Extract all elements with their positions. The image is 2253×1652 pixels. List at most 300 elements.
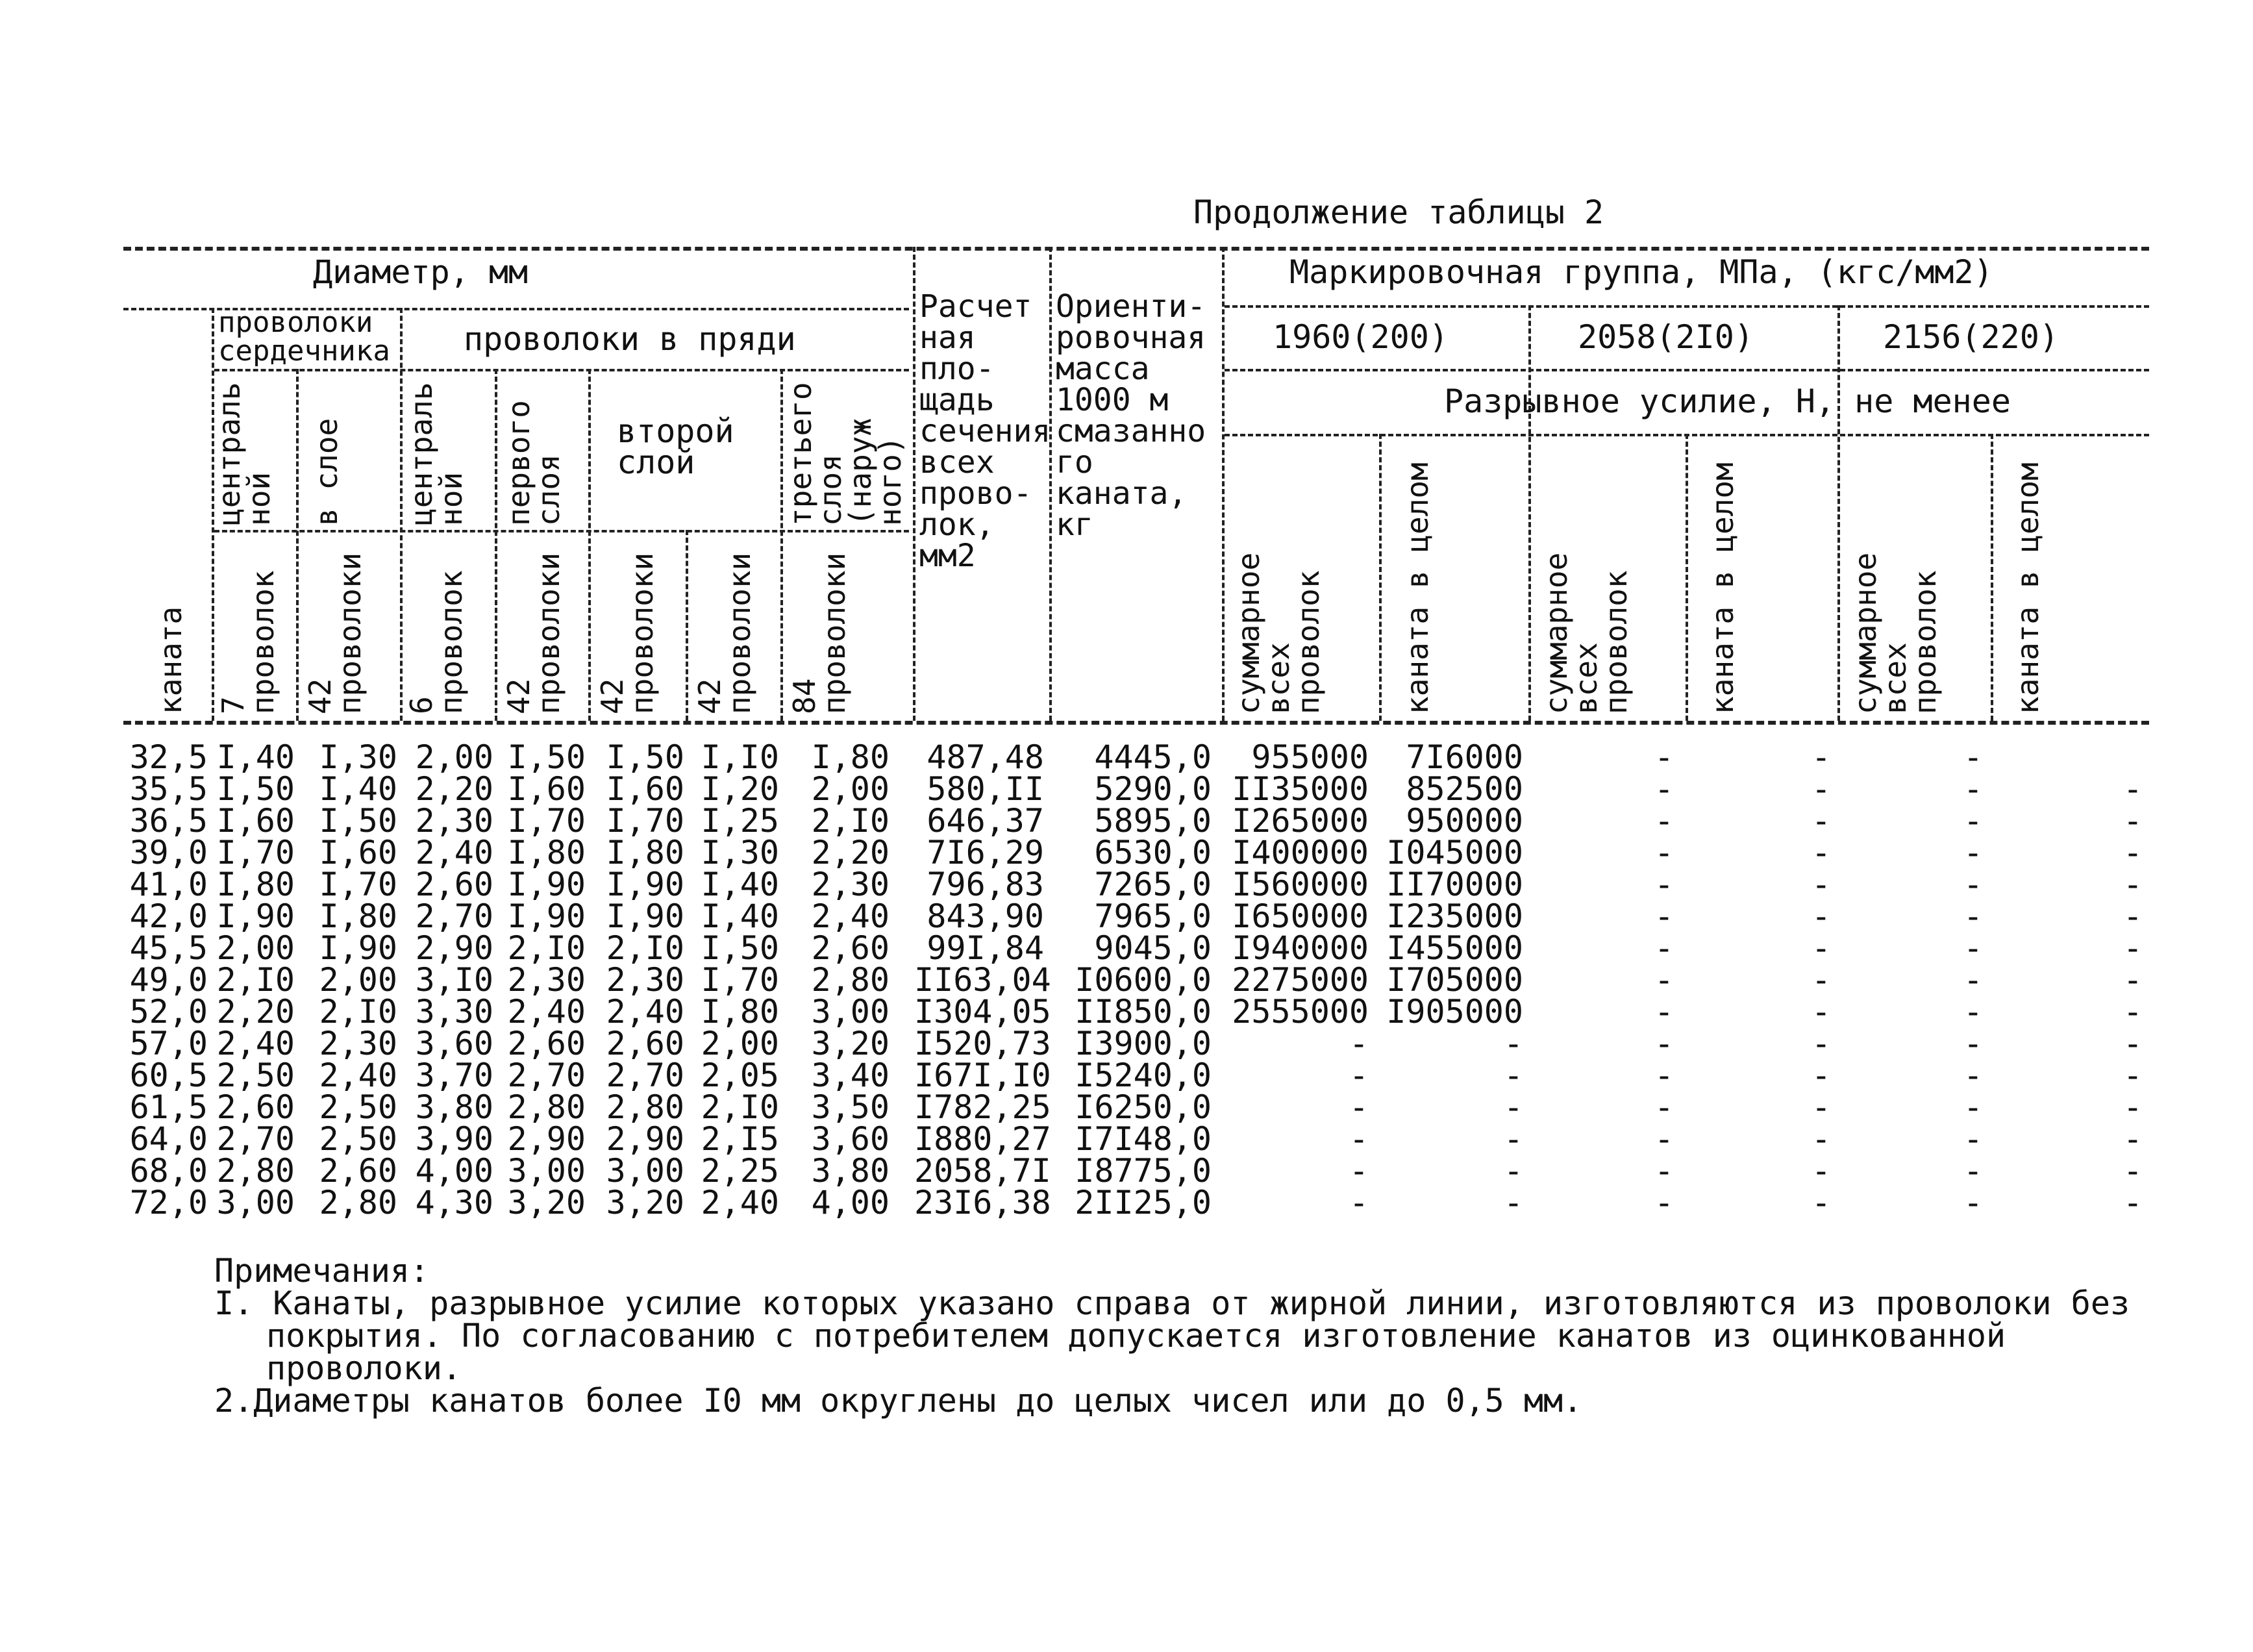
cell-g3-rope: - <box>2122 802 2143 840</box>
cell-core-central: 3,00 <box>216 1184 295 1221</box>
cell-g1-sum: I560000 <box>1232 866 1369 903</box>
rule-sub-group <box>1225 369 2149 371</box>
cell-g3-sum: - <box>1963 961 1983 999</box>
col-g2-rope <box>1688 738 1831 1221</box>
cell-strand-second-b: I,40 <box>701 866 779 903</box>
cell-strand-central: 3,80 <box>415 1088 493 1126</box>
cell-core-central: I,70 <box>216 834 295 871</box>
cell-g3-sum: - <box>1963 929 1983 967</box>
cell-rope: 52,0 <box>129 993 208 1031</box>
header-diameter: Диаметр, мм <box>313 253 529 291</box>
header-group-3: 2156(220) <box>1883 318 2059 356</box>
cell-core-central: 2,70 <box>216 1120 295 1158</box>
cell-core-layer: I,50 <box>319 802 397 840</box>
col-core-central <box>214 738 295 1221</box>
cell-core-central: I,90 <box>216 897 295 935</box>
cell-strand-central: 2,70 <box>415 897 493 935</box>
cell-core-central: 2,50 <box>216 1057 295 1094</box>
cell-g3-sum: - <box>1963 866 1983 903</box>
note-1-continued: покрытия. По согласованию с потребителем допускается изготовление канатов из оцинкованной проволоки. <box>266 1317 2026 1387</box>
cell-strand-third: 2,20 <box>811 834 890 871</box>
cell-g1-rope: - <box>1503 1025 1523 1062</box>
cell-strand-third: 2,60 <box>811 929 890 967</box>
cell-strand-first: 2,90 <box>507 1120 586 1158</box>
cell-strand-first: 3,20 <box>507 1184 586 1221</box>
cell-strand-second-b: 2,25 <box>701 1152 779 1190</box>
cell-strand-third: 3,60 <box>811 1120 890 1158</box>
cell-strand-second-b: I,70 <box>701 961 779 999</box>
rule-top <box>123 247 2149 251</box>
cell-mass: I5240,0 <box>1075 1057 1212 1094</box>
cell-rope: 39,0 <box>129 834 208 871</box>
cell-strand-third: 3,50 <box>811 1088 890 1126</box>
cell-g3-sum: - <box>1963 1057 1983 1094</box>
col-g3-sum <box>1840 738 1983 1221</box>
cell-strand-second-b: 2,05 <box>701 1057 779 1094</box>
cell-g2-sum: - <box>1654 834 1674 871</box>
cell-g3-rope: - <box>2122 961 2143 999</box>
cell-core-central: 2,80 <box>216 1152 295 1190</box>
cell-g3-rope: - <box>2122 1120 2143 1158</box>
cell-strand-central: 2,40 <box>415 834 493 871</box>
cell-strand-first: 2,60 <box>507 1025 586 1062</box>
cell-strand-second-b: I,I0 <box>701 738 779 776</box>
note-1: I. Канаты, разрывное усилие которых указано справа от жирной линии, изготовляются из проволоки без <box>214 1284 2130 1322</box>
cell-strand-second-a: I,70 <box>606 802 684 840</box>
cell-strand-second-b: 2,40 <box>701 1184 779 1221</box>
header-second-layer: второй слой <box>617 412 734 481</box>
vrule-8 <box>913 247 915 721</box>
cell-g1-sum: - <box>1349 1184 1369 1221</box>
vrule-14 <box>1837 305 1840 721</box>
cell-g3-rope <box>1993 742 2143 773</box>
cell-strand-second-a: I,90 <box>606 866 684 903</box>
header-area: Расчет ная пло- щадь сечения всех прово- лок, мм2 <box>919 288 1051 574</box>
cell-strand-third: 2,00 <box>811 770 890 808</box>
cell-rope: 41,0 <box>129 866 208 903</box>
cell-area: 23I6,38 <box>914 1184 1051 1221</box>
cell-strand-third: 4,00 <box>811 1184 890 1221</box>
cell-g1-sum: 955000 <box>1251 738 1369 776</box>
cell-strand-central: 3,60 <box>415 1025 493 1062</box>
cell-g1-rope: - <box>1503 1152 1523 1190</box>
cell-g2-rope: - <box>1811 1088 1831 1126</box>
col-strand-second-b <box>688 738 779 1221</box>
cell-mass: 5895,0 <box>1094 802 1212 840</box>
cell-strand-central: 2,60 <box>415 866 493 903</box>
cell-area: 7I6,29 <box>927 834 1044 871</box>
cell-g1-sum: - <box>1349 1057 1369 1094</box>
cell-core-layer: 2,50 <box>319 1088 397 1126</box>
cell-g2-sum: - <box>1654 1088 1674 1126</box>
cell-g3-sum: - <box>1963 897 1983 935</box>
cell-strand-central: 2,00 <box>415 738 493 776</box>
cell-mass: 4445,0 <box>1094 738 1212 776</box>
vrule-15 <box>1991 434 1993 721</box>
cell-core-layer: 2,50 <box>319 1120 397 1158</box>
cell-g3-sum: - <box>1963 802 1983 840</box>
cell-g1-rope: - <box>1503 1057 1523 1094</box>
cell-rope: 60,5 <box>129 1057 208 1094</box>
cell-g2-rope: - <box>1811 1152 1831 1190</box>
cell-strand-central: 3,70 <box>415 1057 493 1094</box>
cell-strand-first: I,50 <box>507 738 586 776</box>
cell-g2-sum: - <box>1654 993 1674 1031</box>
cell-g3-rope: - <box>2122 1088 2143 1126</box>
cell-g1-sum: - <box>1349 1152 1369 1190</box>
cell-rope: 64,0 <box>129 1120 208 1158</box>
cell-core-layer: I,90 <box>319 929 397 967</box>
cell-g2-sum: - <box>1654 897 1674 935</box>
cell-g3-rope: - <box>2122 770 2143 808</box>
vheader-g1-rope: каната в целом <box>1400 462 1435 714</box>
cell-strand-first: I,90 <box>507 897 586 935</box>
cell-strand-second-b: 2,00 <box>701 1025 779 1062</box>
cell-strand-second-a: 2,90 <box>606 1120 684 1158</box>
cell-core-central: I,50 <box>216 770 295 808</box>
vheader-g1-sum: суммарное всех проволок <box>1231 552 1326 714</box>
vheader-c5: 42 проволоки <box>595 552 660 714</box>
vrule-10 <box>1222 247 1225 721</box>
cell-strand-first: 2,30 <box>507 961 586 999</box>
cell-strand-central: 4,30 <box>415 1184 493 1221</box>
cell-strand-first: I,60 <box>507 770 586 808</box>
cell-core-layer: 2,40 <box>319 1057 397 1094</box>
cell-mass: 5290,0 <box>1094 770 1212 808</box>
cell-area: 646,37 <box>927 802 1044 840</box>
cell-rope: 36,5 <box>129 802 208 840</box>
cell-area: 843,90 <box>927 897 1044 935</box>
cell-strand-second-a: I,90 <box>606 897 684 935</box>
cell-mass: 7265,0 <box>1094 866 1212 903</box>
cell-g1-sum: I400000 <box>1232 834 1369 871</box>
cell-rope: 49,0 <box>129 961 208 999</box>
cell-g3-rope: - <box>2122 866 2143 903</box>
cell-g2-sum: - <box>1654 770 1674 808</box>
cell-g1-sum: I650000 <box>1232 897 1369 935</box>
vheader-c6: 42 проволоки <box>692 552 757 714</box>
cell-strand-third: 3,80 <box>811 1152 890 1190</box>
cell-g2-rope: - <box>1811 802 1831 840</box>
cell-core-layer: I,80 <box>319 897 397 935</box>
cell-core-central: 2,20 <box>216 993 295 1031</box>
cell-strand-second-b: I,50 <box>701 929 779 967</box>
cell-strand-central: 3,90 <box>415 1120 493 1158</box>
cell-g1-sum: - <box>1349 1120 1369 1158</box>
cell-strand-second-a: 3,00 <box>606 1152 684 1190</box>
vrule-4 <box>495 369 497 721</box>
rule-bottom <box>123 721 2149 725</box>
cell-g3-sum: - <box>1963 1120 1983 1158</box>
cell-mass: 7965,0 <box>1094 897 1212 935</box>
cell-strand-central: 4,00 <box>415 1152 493 1190</box>
vheader-rope: каната <box>153 606 188 714</box>
table-caption: Продолжение таблицы 2 <box>1193 194 1604 231</box>
cell-g3-sum: - <box>1963 834 1983 871</box>
cell-area: II63,04 <box>914 961 1051 999</box>
cell-core-layer: 2,80 <box>319 1184 397 1221</box>
cell-area: 99I,84 <box>927 929 1044 967</box>
cell-g2-sum: - <box>1654 1120 1674 1158</box>
cell-g3-sum: - <box>1963 1088 1983 1126</box>
cell-strand-second-a: 2,40 <box>606 993 684 1031</box>
cell-area: 487,48 <box>927 738 1044 776</box>
cell-mass: 9045,0 <box>1094 929 1212 967</box>
header-core-wires: проволоки сердечника <box>218 306 390 368</box>
cell-core-central: 2,60 <box>216 1088 295 1126</box>
cell-g3-rope: - <box>2122 1025 2143 1062</box>
cell-g1-sum: II35000 <box>1232 770 1369 808</box>
cell-strand-second-b: I,40 <box>701 897 779 935</box>
cell-strand-first: I,70 <box>507 802 586 840</box>
cell-strand-second-a: 2,80 <box>606 1088 684 1126</box>
cell-rope: 45,5 <box>129 929 208 967</box>
cell-core-central: I,40 <box>216 738 295 776</box>
col-strand-second-a <box>591 738 684 1221</box>
vheader-c3: 6 проволок <box>404 570 469 714</box>
cell-core-layer: I,30 <box>319 738 397 776</box>
cell-g3-rope: - <box>2122 929 2143 967</box>
cell-core-layer: I,60 <box>319 834 397 871</box>
cell-core-layer: 2,30 <box>319 1025 397 1062</box>
cell-strand-first: 2,I0 <box>507 929 586 967</box>
cell-g2-rope: - <box>1811 961 1831 999</box>
cell-strand-central: 3,I0 <box>415 961 493 999</box>
cell-g1-rope: I045000 <box>1386 834 1523 871</box>
cell-core-layer: I,40 <box>319 770 397 808</box>
cell-g2-rope: - <box>1811 770 1831 808</box>
cell-core-central: 2,00 <box>216 929 295 967</box>
cell-strand-second-a: 3,20 <box>606 1184 684 1221</box>
cell-core-central: I,60 <box>216 802 295 840</box>
col-core-layer <box>300 738 397 1221</box>
cell-area: 2058,7I <box>914 1152 1051 1190</box>
cell-g2-rope: - <box>1811 834 1831 871</box>
cell-g2-rope: - <box>1811 866 1831 903</box>
col-strand-first <box>499 738 586 1221</box>
cell-strand-second-b: 2,I5 <box>701 1120 779 1158</box>
cell-strand-central: 2,90 <box>415 929 493 967</box>
cell-g1-rope: II70000 <box>1386 866 1523 903</box>
vheader-g3-rope: каната в целом <box>2010 462 2045 714</box>
cell-area: 796,83 <box>927 866 1044 903</box>
cell-mass: 2II25,0 <box>1075 1184 1212 1221</box>
cell-strand-second-a: 2,30 <box>606 961 684 999</box>
vrule-9 <box>1049 247 1052 721</box>
cell-g3-rope: - <box>2122 897 2143 935</box>
vheader-strand-central: централь ной <box>404 382 469 526</box>
cell-g1-rope: 950000 <box>1406 802 1523 840</box>
rule-mid <box>214 530 909 532</box>
vrule-12 <box>1528 305 1531 721</box>
cell-g3-sum: - <box>1963 738 1983 776</box>
cell-g2-rope: - <box>1811 897 1831 935</box>
col-g1-sum <box>1225 738 1369 1221</box>
cell-mass: 6530,0 <box>1094 834 1212 871</box>
rule-group <box>1225 305 2149 308</box>
cell-strand-first: I,80 <box>507 834 586 871</box>
cell-g3-rope: - <box>2122 1184 2143 1221</box>
notes-title: Примечания: <box>214 1252 430 1290</box>
cell-strand-third: 3,00 <box>811 993 890 1031</box>
vheader-core-central: централь ной <box>212 382 277 526</box>
cell-mass: I0600,0 <box>1075 961 1212 999</box>
cell-core-layer: 2,I0 <box>319 993 397 1031</box>
cell-g2-sum: - <box>1654 738 1674 776</box>
header-breaking-force: Разрывное усилие, Н, не менее <box>1444 382 2011 420</box>
vheader-c2: 42 проволоки <box>303 552 367 714</box>
col-mass <box>1052 738 1212 1221</box>
cell-g1-rope: I705000 <box>1386 961 1523 999</box>
cell-area: I304,05 <box>914 993 1051 1031</box>
cell-g1-sum: - <box>1349 1025 1369 1062</box>
cell-g1-sum: 2555000 <box>1232 993 1369 1031</box>
cell-g1-rope: I455000 <box>1386 929 1523 967</box>
col-strand-central <box>403 738 493 1221</box>
col-g2-sum <box>1531 738 1674 1221</box>
cell-mass: II850,0 <box>1075 993 1212 1031</box>
cell-g2-sum: - <box>1654 1057 1674 1094</box>
cell-strand-third: 3,20 <box>811 1025 890 1062</box>
vheader-g2-rope: каната в целом <box>1705 462 1740 714</box>
notes <box>214 1252 2214 1420</box>
vrule-3 <box>400 308 403 721</box>
cell-area: I67I,I0 <box>914 1057 1051 1094</box>
cell-g3-sum: - <box>1963 1025 1983 1062</box>
cell-rope: 57,0 <box>129 1025 208 1062</box>
col-area <box>914 738 1051 1221</box>
cell-strand-central: 2,30 <box>415 802 493 840</box>
header-group-2: 2058(2I0) <box>1578 318 1754 356</box>
cell-core-central: 2,40 <box>216 1025 295 1062</box>
cell-strand-first: 3,00 <box>507 1152 586 1190</box>
cell-strand-second-a: 2,I0 <box>606 929 684 967</box>
cell-g3-rope: - <box>2122 834 2143 871</box>
vrule-13 <box>1686 434 1688 721</box>
cell-rope: 32,5 <box>129 738 208 776</box>
cell-strand-first: 2,40 <box>507 993 586 1031</box>
cell-strand-third: 2,I0 <box>811 802 890 840</box>
cell-g2-rope: - <box>1811 738 1831 776</box>
cell-g2-rope: - <box>1811 929 1831 967</box>
cell-g2-rope: - <box>1811 1120 1831 1158</box>
vheader-strand-first: первого слоя <box>501 400 566 526</box>
cell-g1-rope: 852500 <box>1406 770 1523 808</box>
cell-g1-sum: - <box>1349 1088 1369 1126</box>
vheader-c4: 42 проволоки <box>501 552 566 714</box>
cell-core-layer: I,70 <box>319 866 397 903</box>
cell-strand-second-a: I,60 <box>606 770 684 808</box>
cell-g1-rope: I235000 <box>1386 897 1523 935</box>
vheader-core-layer: в слое <box>309 418 344 526</box>
cell-g3-sum: - <box>1963 1152 1983 1190</box>
cell-core-layer: 2,60 <box>319 1152 397 1190</box>
cell-mass: I6250,0 <box>1075 1088 1212 1126</box>
cell-strand-second-a: 2,60 <box>606 1025 684 1062</box>
cell-g3-sum: - <box>1963 993 1983 1031</box>
col-rope <box>123 738 208 1221</box>
cell-strand-second-b: I,80 <box>701 993 779 1031</box>
cell-g1-sum: 2275000 <box>1232 961 1369 999</box>
cell-rope: 68,0 <box>129 1152 208 1190</box>
cell-area: I520,73 <box>914 1025 1051 1062</box>
cell-g2-rope: - <box>1811 1057 1831 1094</box>
cell-g2-sum: - <box>1654 1184 1674 1221</box>
cell-strand-second-b: I,25 <box>701 802 779 840</box>
cell-rope: 35,5 <box>129 770 208 808</box>
cell-g2-sum: - <box>1654 929 1674 967</box>
cell-strand-central: 3,30 <box>415 993 493 1031</box>
cell-core-central: I,80 <box>216 866 295 903</box>
cell-g3-rope: - <box>2122 993 2143 1031</box>
cell-core-layer: 2,00 <box>319 961 397 999</box>
header-strand-wires: проволоки в пряди <box>464 320 796 358</box>
cell-g3-sum: - <box>1963 1184 1983 1221</box>
cell-g2-sum: - <box>1654 961 1674 999</box>
cell-strand-central: 2,20 <box>415 770 493 808</box>
vrule-6 <box>686 530 688 721</box>
cell-strand-third: 2,30 <box>811 866 890 903</box>
cell-g1-rope: 7I6000 <box>1406 738 1523 776</box>
vrule-5 <box>588 369 591 721</box>
cell-g2-sum: - <box>1654 1152 1674 1190</box>
header-group-1: 1960(200) <box>1273 318 1449 356</box>
col-g1-rope <box>1382 738 1523 1221</box>
cell-strand-first: 2,80 <box>507 1088 586 1126</box>
cell-mass: I7I48,0 <box>1075 1120 1212 1158</box>
cell-area: 580,II <box>927 770 1044 808</box>
header-marking-group: Маркировочная группа, МПа, (кгс/мм2) <box>1289 253 1993 291</box>
cell-g1-rope: - <box>1503 1088 1523 1126</box>
vrule-2 <box>296 369 299 721</box>
cell-strand-second-b: I,20 <box>701 770 779 808</box>
cell-g1-rope: I905000 <box>1386 993 1523 1031</box>
cell-strand-third: 2,80 <box>811 961 890 999</box>
cell-mass: I3900,0 <box>1075 1025 1212 1062</box>
cell-rope: 72,0 <box>129 1184 208 1221</box>
col-strand-third <box>783 738 890 1221</box>
cell-strand-third: I,80 <box>811 738 890 776</box>
cell-core-central: 2,I0 <box>216 961 295 999</box>
cell-g2-sum: - <box>1654 866 1674 903</box>
cell-mass: I8775,0 <box>1075 1152 1212 1190</box>
cell-strand-second-a: I,50 <box>606 738 684 776</box>
cell-g1-rope: - <box>1503 1184 1523 1221</box>
vheader-c1: 7 проволок <box>216 570 280 714</box>
vrule-11 <box>1379 434 1382 721</box>
cell-rope: 61,5 <box>129 1088 208 1126</box>
note-2: 2.Диаметры канатов более I0 мм округлены до целых чисел или до 0,5 мм. <box>214 1382 1583 1420</box>
vheader-g2-sum: суммарное всех проволок <box>1539 552 1634 714</box>
cell-g3-rope: - <box>2122 1152 2143 1190</box>
cell-g2-sum: - <box>1654 1025 1674 1062</box>
cell-area: I782,25 <box>914 1088 1051 1126</box>
cell-strand-first: 2,70 <box>507 1057 586 1094</box>
cell-strand-third: 3,40 <box>811 1057 890 1094</box>
cell-g2-rope: - <box>1811 993 1831 1031</box>
cell-strand-second-b: 2,I0 <box>701 1088 779 1126</box>
cell-g1-rope: - <box>1503 1120 1523 1158</box>
vheader-g3-sum: суммарное всех проволок <box>1848 552 1943 714</box>
col-g3-rope <box>1993 742 2143 1219</box>
cell-g1-sum: I940000 <box>1232 929 1369 967</box>
vheader-c7: 84 проволоки <box>787 552 852 714</box>
cell-strand-second-b: I,30 <box>701 834 779 871</box>
cell-g3-sum: - <box>1963 770 1983 808</box>
cell-strand-third: 2,40 <box>811 897 890 935</box>
cell-strand-first: I,90 <box>507 866 586 903</box>
cell-rope: 42,0 <box>129 897 208 935</box>
